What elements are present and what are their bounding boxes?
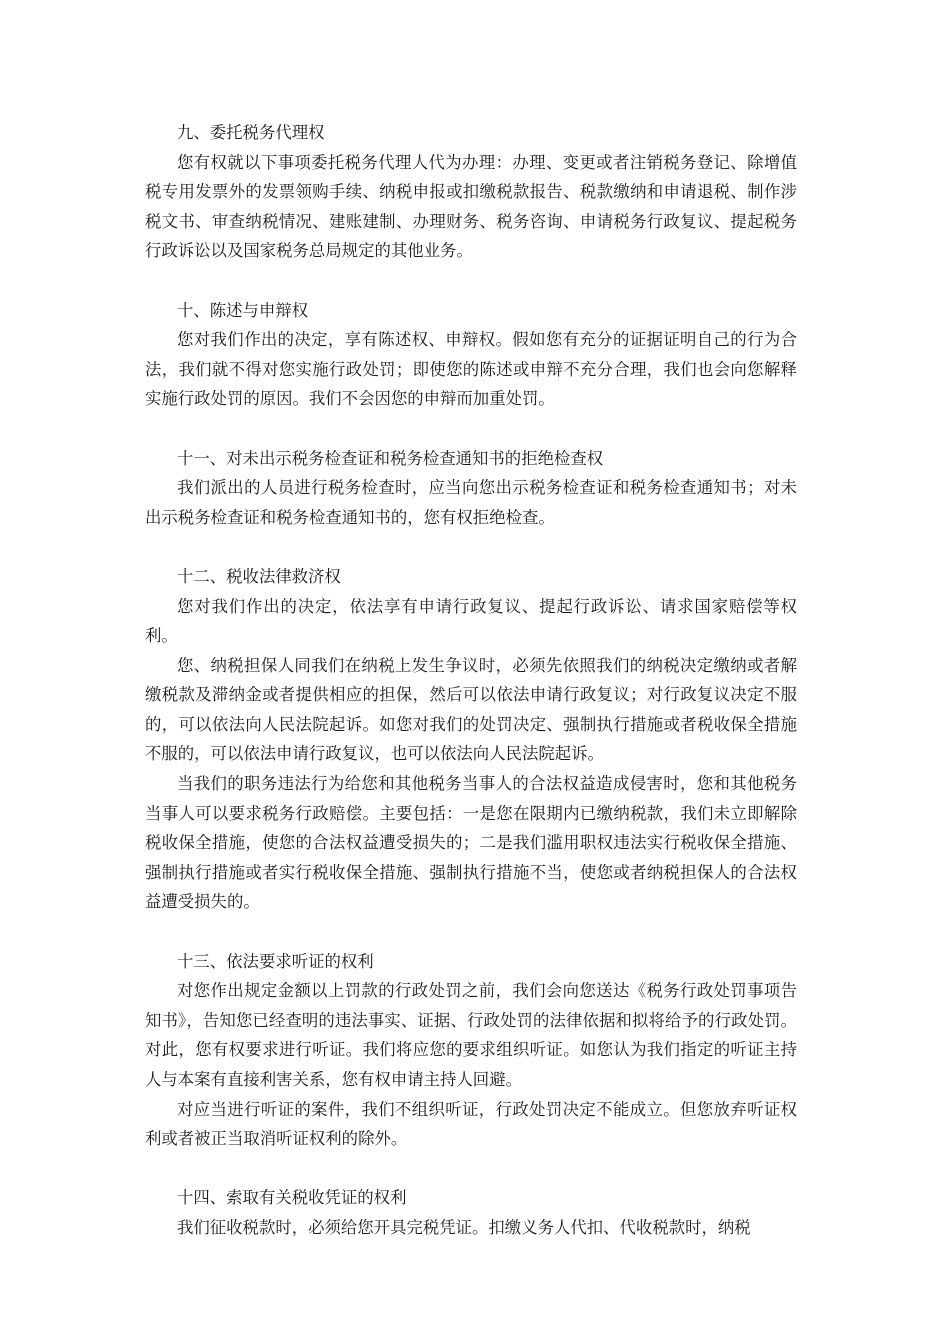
paragraph: 对您作出规定金额以上罚款的行政处罚之前，我们会向您送达《税务行政处罚事项告知书》，告知您已经查明的违法事实、证据、行政处罚的法律依据和拟将给予的行政处罚。对此，您有权要求进行听证。我们将应您的要求组织听证。如您认为我们指定的听证主持人与本案有直接利害关系，您有权申请主持人回避。 <box>145 981 797 1089</box>
section-heading: 十、陈述与申辩权 <box>177 300 309 320</box>
section-heading: 十三、依法要求听证的权利 <box>177 951 374 971</box>
paragraph: 当我们的职务违法行为给您和其他税务当事人的合法权益造成侵害时，您和其他税务当事人可以要求税务行政赔偿。主要包括：一是您在限期内已缴纳税款，我们未立即解除税收保全措施，使您的合法权益遭受损失的；二是我们滥用职权违法实行税收保全措施、强制执行措施或者实行税收保全措施、强制执行措施不当，使您或者纳税担保人的合法权益遭受损失的。 <box>145 774 797 912</box>
section-heading: 十四、索取有关税收凭证的权利 <box>177 1188 407 1208</box>
section-11 <box>145 444 797 533</box>
document-body <box>145 118 797 1272</box>
paragraph: 我们派出的人员进行税务检查时，应当向您出示税务检查证和税务检查通知书；对未出示税务检查证和税务检查通知书的，您有权拒绝检查。 <box>145 478 797 527</box>
paragraph: 对应当进行听证的案件，我们不组织听证，行政处罚决定不能成立。但您放弃听证权利或者被正当取消听证权利的除外。 <box>145 1099 797 1149</box>
paragraph: 您对我们作出的决定，享有陈述权、申辩权。假如您有充分的证据证明自己的行为合法，我们就不得对您实施行政处罚；即使您的陈述或申辩不充分合理，我们也会向您解释实施行政处罚的原因。我们不会因您的申辩而加重处罚。 <box>145 330 797 409</box>
section-heading: 九、委托税务代理权 <box>177 123 325 142</box>
section-heading: 十二、税收法律救济权 <box>177 566 341 586</box>
section-9 <box>145 118 797 266</box>
paragraph: 我们征收税款时，必须给您开具完税凭证。扣缴义务人代扣、代收税款时，纳税 <box>177 1217 751 1237</box>
section-10 <box>145 296 797 414</box>
paragraph: 您、纳税担保人同我们在纳税上发生争议时，必须先依照我们的纳税决定缴纳或者解缴税款及滞纳金或者提供相应的担保，然后可以依法申请行政复议；对行政复议决定不服的，可以依法向人民法院起诉。如您对我们的处罚决定、强制执行措施或者税收保全措施不服的，可以依法申请行政复议，也可以依法向人民法院起诉。 <box>145 655 797 764</box>
section-12 <box>145 562 797 917</box>
section-heading: 十一、对未出示税务检查证和税务检查通知书的拒绝检查权 <box>177 448 604 468</box>
section-13 <box>145 947 797 1154</box>
section-14 <box>145 1183 797 1242</box>
paragraph: 您对我们作出的决定，依法享有申请行政复议、提起行政诉讼、请求国家赔偿等权利。 <box>145 596 797 646</box>
paragraph: 您有权就以下事项委托税务代理人代为办理：办理、变更或者注销税务登记、除增值税专用发票外的发票领购手续、纳税申报或扣缴税款报告、税款缴纳和申请退税、制作涉税文书、审查纳税情况、建账建制、办理财务、税务咨询、申请税务行政复议、提起税务行政诉讼以及国家税务总局规定的其他业务。 <box>145 152 797 261</box>
